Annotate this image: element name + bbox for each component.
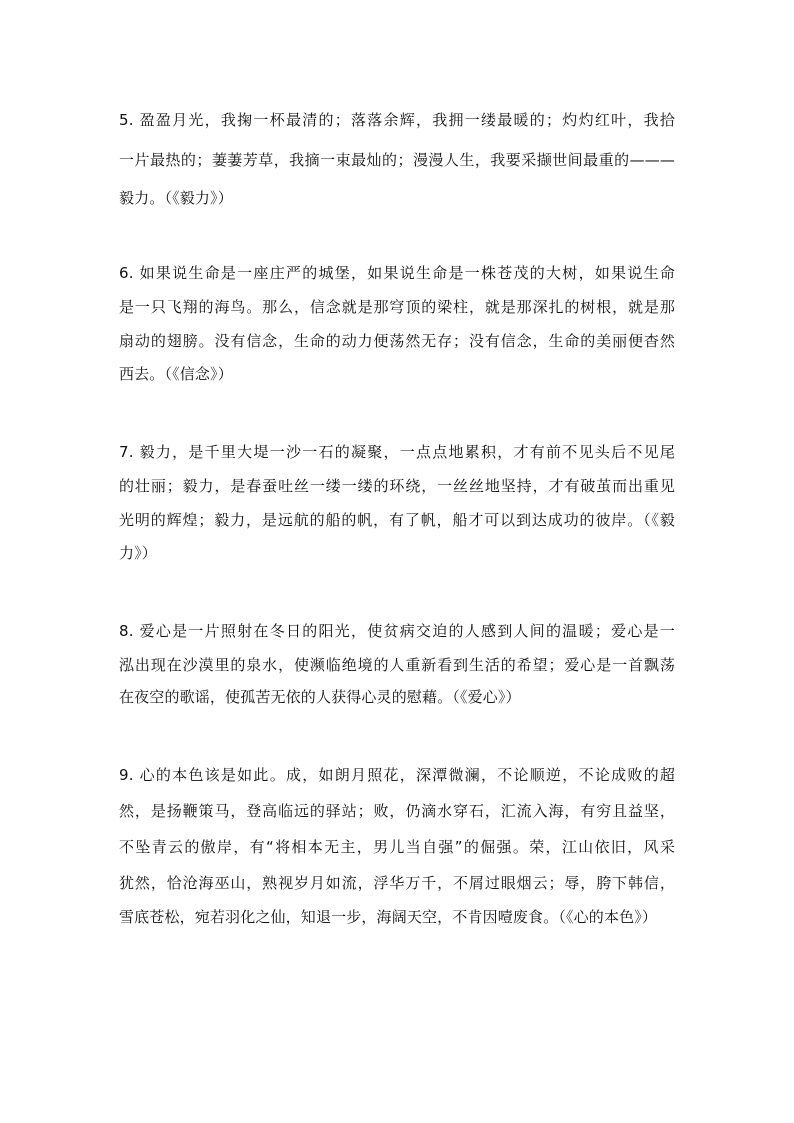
paragraph-line: 西去。（《信念》） xyxy=(119,365,233,383)
paragraph-line: 8. 爱心是一片照射在冬日的阳光，使贫病交迫的人感到人间的温暖；爱心是一 xyxy=(119,622,675,640)
paragraph-line: 在夜空的歌谣，使孤苦无依的人获得心灵的慰藉。（《爱心》） xyxy=(119,688,521,706)
paragraph-line: 一片最热的；萋萋芳草，我摘一束最灿的；漫漫人生，我要采撷世间最重的——— xyxy=(119,151,675,169)
paragraph-line: 7. 毅力，是千里大堤一沙一石的凝聚，一点点地累积，才有前不见头后不见尾 xyxy=(119,443,675,461)
paragraph-line: 毅力。（《毅力》） xyxy=(119,189,233,207)
paragraph-line: 犹然，恰沧海巫山，熟视岁月如流，浮华万千，不屑过眼烟云；辱，胯下韩信， xyxy=(119,874,675,892)
paragraph-line: 6. 如果说生命是一座庄严的城堡，如果说生命是一株苍茂的大树，如果说生命 xyxy=(119,264,675,282)
paragraph-line: 雪底苍松，宛若羽化之仙，知退一步，海阔天空，不肯因噎废食。（《心的本色》） xyxy=(119,908,658,926)
paragraph-line: 不坠青云的傲岸，有“将相本无主，男儿当自强”的倔强。荣，江山依旧，风采 xyxy=(119,838,675,856)
paragraph-line: 力》） xyxy=(119,544,157,562)
paragraph-line: 9. 心的本色该是如此。成，如朗月照花，深潭微澜，不论顺逆，不论成败的超 xyxy=(119,766,675,784)
paragraph-line: 然，是扬鞭策马，登高临远的驿站；败，仍滴水穿石，汇流入海，有穷且益坚， xyxy=(119,802,675,820)
paragraph-line: 扇动的翅膀。没有信念，生命的动力便荡然无存；没有信念，生命的美丽便杳然 xyxy=(119,332,675,350)
paragraph-line: 的壮丽；毅力，是春蚕吐丝一缕一缕的环绕，一丝丝地坚持，才有破茧而出重见 xyxy=(119,477,675,495)
paragraph-line: 5. 盈盈月光，我掬一杯最清的；落落余辉，我拥一缕最暖的；灼灼红叶，我拾 xyxy=(119,111,675,129)
paragraph-line: 光明的辉煌；毅力，是远航的船的帆，有了帆，船才可以到达成功的彼岸。（《毅 xyxy=(119,511,675,529)
paragraph-line: 是一只飞翔的海鸟。那么，信念就是那穹顶的梁柱，就是那深扎的树根，就是那 xyxy=(119,298,675,316)
paragraph-line: 泓出现在沙漠里的泉水，使濒临绝境的人重新看到生活的希望；爱心是一首飘荡 xyxy=(119,656,675,674)
